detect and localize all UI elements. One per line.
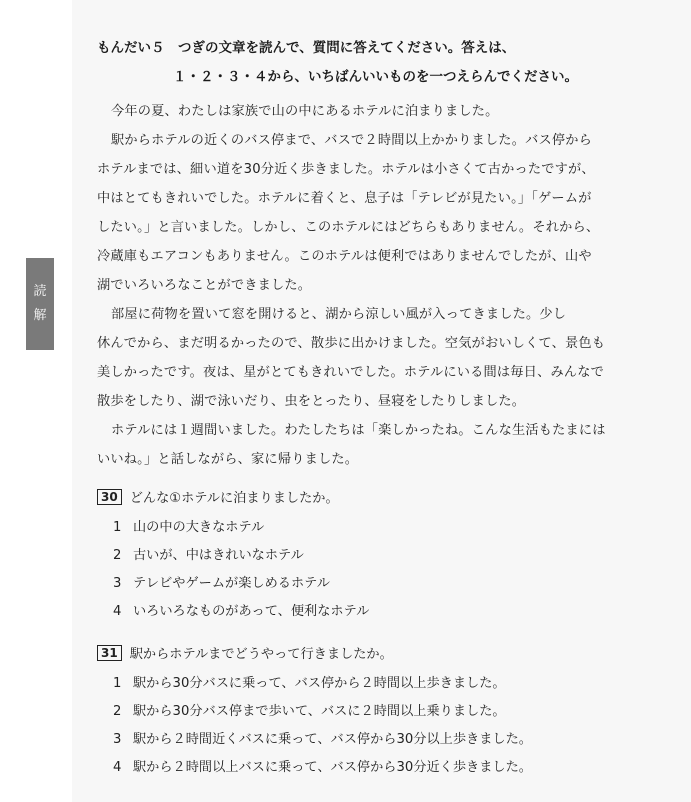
question-number: 30 [97,489,122,505]
option-number: 3 [113,576,122,591]
passage-line: したい。」と言いました。しかし、このホテルにはどちらもありません。それから、 [97,220,600,235]
answer-option[interactable] [113,544,304,563]
question-31 [97,643,532,775]
passage-line: ホテルまでは、細い道を30分近く歩きました。ホテルは小さくて古かったですが、 [97,162,595,177]
option-number: 1 [113,520,122,535]
question-text: どんな①ホテルに泊まりましたか。 [129,491,339,506]
section-tab [26,258,54,350]
option-number: 3 [113,732,122,747]
answer-option[interactable] [113,516,264,535]
passage-line: 部屋に荷物を置いて窓を開けると、湖から涼しい風が入ってきました。少し [111,307,567,322]
option-number: 1 [113,676,122,691]
option-text: いろいろなものがあって、便利なホテル [133,604,370,619]
option-text: 山の中の大きなホテル [133,520,265,535]
section-tab-char-2: 解 [33,308,47,323]
question-number: 31 [97,645,122,661]
passage-line: 散歩をしたり、湖で泳いだり、虫をとったり、昼寝をしたりしました。 [97,394,526,409]
option-text: 駅から２時間近くバスに乗って、バス停から30分以上歩きました。 [133,732,532,747]
passage-line: 湖でいろいろなことができました。 [97,278,312,293]
option-text: 駅から30分バス停まで歩いて、バスに２時間以上乗りました。 [133,704,506,719]
option-text: 駅から30分バスに乗って、バス停から２時間以上歩きました。 [133,676,506,691]
option-number: 2 [113,548,122,563]
section-tab-char-1: 読 [33,284,47,299]
instruction-line-1: もんだい５ つぎの文章を読んで、質問に答えてください。答えは、 [97,40,516,56]
passage-line: 美しかったです。夜は、星がとてもきれいでした。ホテルにいる間は毎日、みんなで [97,365,605,380]
question-30 [97,487,370,619]
option-number: 4 [113,760,122,775]
passage-line: 駅からホテルの近くのバス停まで、バスで２時間以上かかりました。バス停から [111,133,593,148]
passage-line: いいね。」と話しながら、家に帰りました。 [97,452,359,467]
answer-option[interactable] [113,700,506,719]
option-number: 4 [113,604,122,619]
answer-option[interactable] [113,728,532,747]
passage-line: 中はとてもきれいでした。ホテルに着くと、息子は「テレビが見たい。」「ゲームが [97,191,592,206]
answer-option[interactable] [113,756,532,775]
passage-line: 休んでから、まだ明るかったので、散歩に出かけました。空気がおいしくて、景色も [97,336,606,351]
option-text: 古いが、中はきれいなホテル [133,548,304,563]
answer-option[interactable] [113,572,330,591]
option-number: 2 [113,704,122,719]
instruction-line-2: １・２・３・４から、いちばんいいものを一つえらんでください。 [173,69,578,85]
passage-line: 今年の夏、わたしは家族で山の中にあるホテルに泊まりました。 [111,104,499,119]
answer-option[interactable] [113,600,369,619]
passage-line: ホテルには１週間いました。わたしたちは「楽しかったね。こんな生活もたまには [111,423,606,438]
option-text: 駅から２時間以上バスに乗って、バス停から30分近く歩きました。 [133,760,532,775]
passage-line: 冷蔵庫もエアコンもありません。このホテルは便利ではありませんでしたが、山や [97,249,592,264]
answer-option[interactable] [113,672,506,691]
option-text: テレビやゲームが楽しめるホテル [133,576,330,591]
question-text: 駅からホテルまでどうやって行きましたか。 [129,647,393,662]
